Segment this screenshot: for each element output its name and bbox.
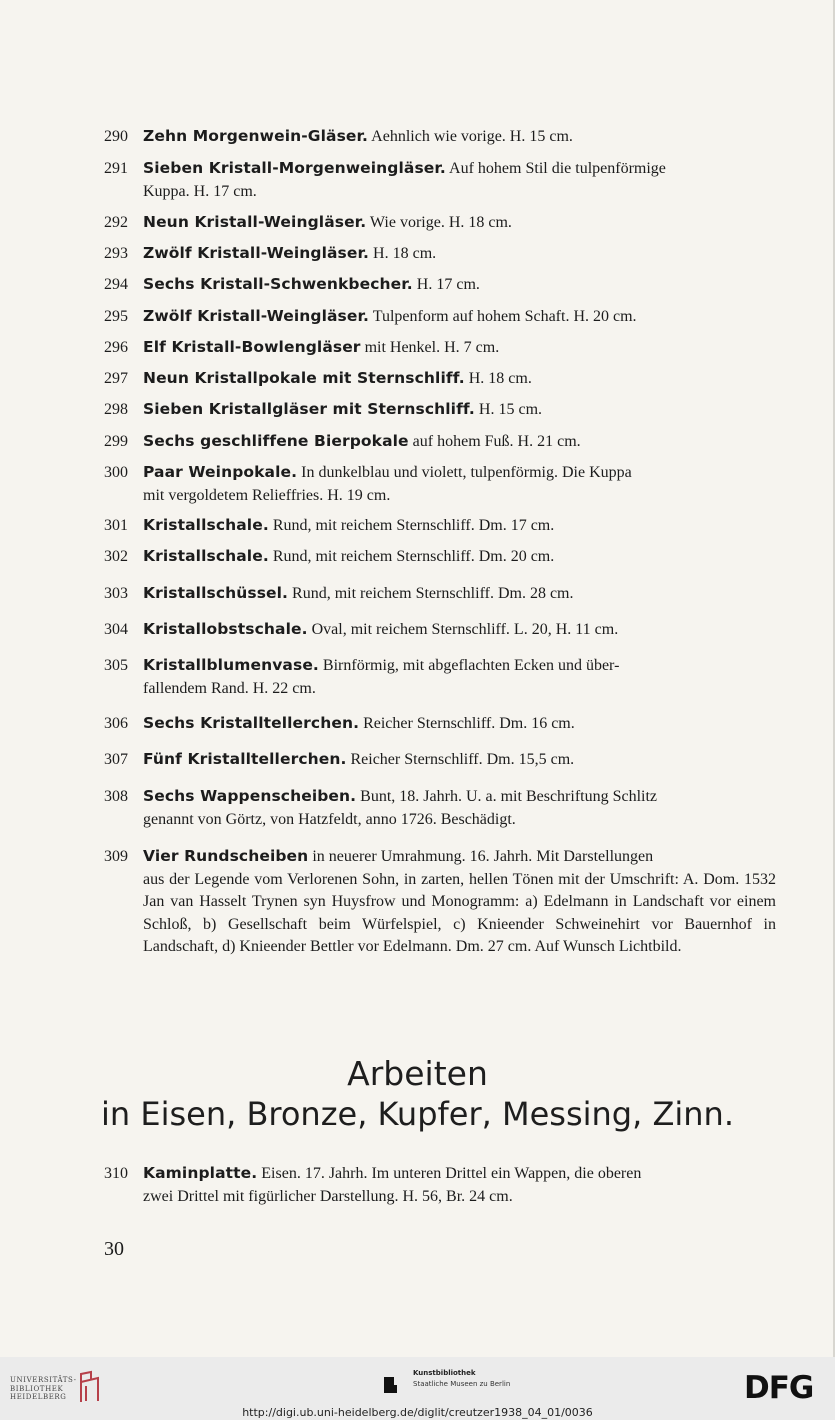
catalog-entry-295 [104,305,776,329]
catalog-entry-304 [104,618,776,642]
entry-number: 300 [104,464,128,481]
entry-title: Sechs Kristall-Schwenkbecher. [143,275,413,293]
entry-number: 306 [104,715,128,732]
entry-number: 297 [104,370,128,387]
entry-title: Kaminplatte. [143,1164,258,1182]
section-heading-line1: Arbeiten [347,1054,488,1093]
entry-continuation: mit vergoldetem Relieffries. H. 19 cm. [143,486,391,504]
page-number: 30 [104,1238,124,1260]
catalog-entry-300 [104,461,776,507]
entry-number: 292 [104,214,128,231]
catalog-entry-290 [104,125,776,149]
entry-text: Auf hohem Stil die tulpenförmige [445,160,666,177]
entry-title: Paar Weinpokale. [143,463,298,481]
entry-title: Fünf Kristalltellerchen. [143,750,347,768]
entry-number: 299 [104,433,128,450]
section-heading-line2: in Eisen, Bronze, Kupfer, Messing, Zinn. [101,1095,734,1133]
entry-title: Sieben Kristall-Morgenweingläser. [143,159,446,177]
catalog-entry-297 [104,367,776,391]
entry-text: mit Henkel. H. 7 cm. [360,339,500,356]
entry-text: Rund, mit reichem Sternschliff. Dm. 17 cm. [268,517,555,534]
ub-line-2: BIBLIOTHEK [10,1384,64,1393]
entry-title: Kristallschüssel. [143,584,289,602]
entry-text: auf hohem Fuß. H. 21 cm. [408,433,581,450]
catalog-entry-305 [104,654,776,700]
catalog-entry-296 [104,336,776,360]
entry-number: 305 [104,657,128,674]
entry-text: Rund, mit reichem Sternschliff. Dm. 20 cm. [268,548,555,565]
kunstbibliothek-name: Kunstbibliothek [413,1369,476,1377]
entry-continuation: aus der Legende vom Verlorenen Sohn, in zarten, hellen Tönen mit der Umschrift: A. Dom. 1532 Jan van Hasselt Trynen syn Huysfrow und Monogramm: a) Edelmann in Landschaft vor einem Schloß, b) Gesellschaft beim Würfelspiel, c) Knieender Schweinehirt vor Bauernhof in Landschaft, d) Knieender Bettler vor Edelmann. Dm. 27 cm. Auf Wunsch Lichtbild. [143,870,776,955]
catalog-entry-292 [104,211,776,235]
ub-line-1: UNIVERSITÄTS- [10,1376,77,1384]
entry-text: Reicher Sternschliff. Dm. 16 cm. [359,715,575,732]
entry-number: 296 [104,339,128,356]
entry-number: 295 [104,308,128,325]
catalog-entry-293 [104,242,776,266]
entry-number: 301 [104,517,128,534]
entry-title: Sechs geschliffene Bierpokale [143,432,409,450]
entry-number: 307 [104,751,128,768]
entry-title: Neun Kristall-Weingläser. [143,213,367,231]
entry-text: H. 18 cm. [464,370,532,387]
entry-text: H. 18 cm. [369,245,437,262]
entry-title: Kristallschale. [143,516,269,534]
entry-number: 310 [104,1165,128,1182]
catalog-entry-307 [104,748,776,772]
entry-continuation: genannt von Görtz, von Hatzfeldt, anno 1726. Beschädigt. [143,810,516,828]
entry-text: in neuerer Umrahmung. 16. Jahrh. Mit Darstellungen [308,848,654,865]
entry-text: Bunt, 18. Jahrh. U. a. mit Beschriftung Schlitz [356,788,658,805]
entry-continuation: fallendem Rand. H. 22 cm. [143,679,316,697]
kunstbibliothek-logo-icon [382,1375,398,1395]
ub-line-3: HEIDELBERG [10,1393,67,1401]
entry-text: H. 15 cm. [474,401,543,418]
entry-title: Kristallblumenvase. [143,656,319,674]
entry-number: 309 [104,848,128,865]
entry-title: Sieben Kristallgläser mit Sternschliff. [143,400,475,418]
entry-title: Kristallobstschale. [143,620,308,638]
entry-text: Birnförmig, mit abgeflachten Ecken und über- [318,657,620,674]
catalog-entry-298 [104,398,776,422]
entry-title: Elf Kristall-Bowlengläser [143,338,361,356]
catalog-entry-294 [104,273,776,297]
catalog-entry-302 [104,545,776,569]
ub-heidelberg-logo-icon [78,1370,100,1404]
entry-number: 294 [104,276,128,293]
dfg-logo: DFG [744,1370,814,1406]
catalog-entry-303 [104,582,776,606]
entry-number: 304 [104,621,128,638]
entry-title: Kristallschale. [143,547,269,565]
entry-text: Wie vorige. H. 18 cm. [366,214,512,231]
entry-number: 308 [104,788,128,805]
entry-number: 303 [104,585,128,602]
entry-continuation: zwei Drittel mit figürlicher Darstellung. H. 56, Br. 24 cm. [143,1187,513,1205]
entry-title: Sechs Wappenscheiben. [143,787,357,805]
catalog-entry-301 [104,514,776,538]
entry-title: Zwölf Kristall-Weingläser. [143,307,370,325]
catalog-entry-291 [104,157,776,203]
catalog-entry-306 [104,712,776,736]
entry-title: Vier Rundscheiben [143,847,309,865]
ub-heidelberg-text [10,1376,77,1402]
entry-text: Eisen. 17. Jahrh. Im unteren Drittel ein Wappen, die oberen [257,1165,642,1182]
entry-title: Zehn Morgenwein-Gläser. [143,127,369,145]
entry-text: Oval, mit reichem Sternschliff. L. 20, H. 11 cm. [307,621,619,638]
entry-text: Aehnlich wie vorige. H. 15 cm. [368,128,573,145]
entry-text: In dunkelblau und violett, tulpenförmig. Die Kuppa [297,464,632,481]
digitization-footer [0,1360,835,1420]
entry-number: 293 [104,245,128,262]
entry-text: Tulpenform auf hohem Schaft. H. 20 cm. [369,308,637,325]
entry-number: 291 [104,160,128,177]
catalog-entry-308 [104,785,776,831]
permalink-url[interactable]: http://digi.ub.uni-heidelberg.de/diglit/creutzer1938_04_01/0036 [242,1406,593,1419]
entry-title: Neun Kristallpokale mit Sternschliff. [143,369,465,387]
catalog-entry-299 [104,430,776,454]
entry-text: Reicher Sternschliff. Dm. 15,5 cm. [346,751,575,768]
catalog-entry-310 [104,1162,776,1208]
entry-text: Rund, mit reichem Sternschliff. Dm. 28 cm. [288,585,574,602]
entry-number: 302 [104,548,128,565]
kunstbibliothek-subtitle: Staatliche Museen zu Berlin [413,1380,511,1388]
entry-text: H. 17 cm. [412,276,480,293]
entry-title: Sechs Kristalltellerchen. [143,714,360,732]
entry-continuation: Kuppa. H. 17 cm. [143,182,257,200]
entry-number: 298 [104,401,128,418]
entry-number: 290 [104,128,128,145]
catalog-entry-309 [104,845,776,959]
entry-title: Zwölf Kristall-Weingläser. [143,244,370,262]
